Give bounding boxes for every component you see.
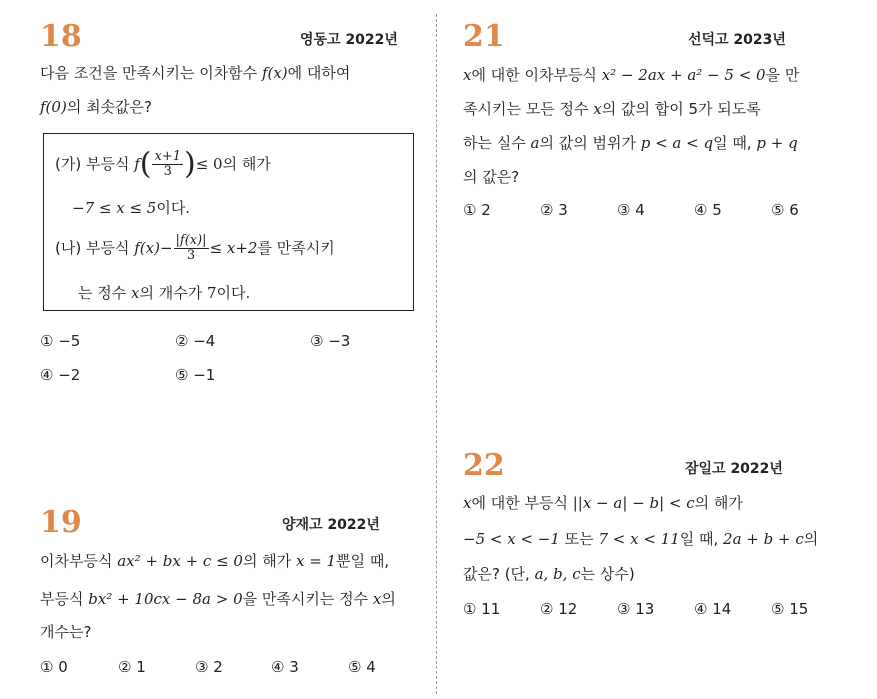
question-22-choice-3[interactable]: ③ 13 [617,600,655,618]
question-19-choice-4[interactable]: ④ 3 [271,658,299,676]
question-22-choice-2[interactable]: ② 12 [540,600,578,618]
column-divider [436,14,437,694]
condition-na-fraction: $\frac{|f(x)|}{3}$ [175,232,207,263]
question-22-number: 22 [463,448,505,483]
question-19-stem-line3: 개수는? [40,623,92,641]
question-18-number: 18 [40,19,82,54]
question-18-choice-5[interactable]: ⑤ −1 [175,366,216,384]
question-19-choice-2[interactable]: ② 1 [118,658,146,676]
condition-na-line1: (나) 부등식 f(x)− $\frac{|f(x)|}{3}$ ≤ x+2를 만족시키 [55,232,335,263]
condition-na-line2: 는 정수 x의 개수가 7이다. [78,284,251,302]
question-22-stem-line3: 값은? (단, a, b, c는 상수) [463,565,635,583]
question-22-stem-line1: x에 대한 부등식 ||x − a| − b| < c의 해가 [463,494,743,512]
question-22-choice-1[interactable]: ① 11 [463,600,501,618]
question-18-choice-3[interactable]: ③ −3 [310,332,351,350]
question-22-choice-4[interactable]: ④ 14 [694,600,732,618]
question-19-number: 19 [40,505,82,540]
question-18-stem-line1: 다음 조건을 만족시키는 이차함수 f(x)에 대하여 [40,64,351,82]
question-18-choice-2[interactable]: ② −4 [175,332,216,350]
question-19-choice-3[interactable]: ③ 2 [195,658,223,676]
question-19-school: 양재고 2022년 [282,517,380,533]
question-21-choice-4[interactable]: ④ 5 [694,201,722,219]
question-21-choice-1[interactable]: ① 2 [463,201,491,219]
question-21-stem-line2: 족시키는 모든 정수 x의 값의 합이 5가 되도록 [463,100,761,118]
question-19-choice-1[interactable]: ① 0 [40,658,68,676]
question-22-school: 잠일고 2022년 [685,461,783,477]
question-21-stem-line4: 의 값은? [463,168,520,186]
question-21-choice-2[interactable]: ② 3 [540,201,568,219]
question-21-choice-5[interactable]: ⑤ 6 [771,201,799,219]
question-21-school: 선덕고 2023년 [688,32,786,48]
question-21-stem-line1: x에 대한 이차부등식 x² − 2ax + a² − 5 < 0을 만 [463,66,800,84]
question-18-choice-4[interactable]: ④ −2 [40,366,81,384]
question-18-stem-line2: f(0)의 최솟값은? [40,98,152,116]
condition-ga-line2: −7 ≤ x ≤ 5이다. [72,199,191,217]
question-21-number: 21 [463,19,505,54]
question-21-choice-3[interactable]: ③ 4 [617,201,645,219]
question-18-school: 영동고 2022년 [300,32,398,48]
condition-ga-line1: (가) 부등식 f( $\frac{x+1}{3}$ )≤ 0의 해가 [55,146,271,182]
question-18-choice-1[interactable]: ① −5 [40,332,81,350]
question-22-stem-line2: −5 < x < −1 또는 7 < x < 11일 때, 2a + b + c의 [463,530,819,548]
question-19-stem-line2: 부등식 bx² + 10cx − 8a > 0을 만족시키는 정수 x의 [40,590,396,608]
question-22-choice-5[interactable]: ⑤ 15 [771,600,809,618]
question-19-choice-5[interactable]: ⑤ 4 [348,658,376,676]
question-19-stem-line1: 이차부등식 ax² + bx + c ≤ 0의 해가 x = 1뿐일 때, [40,552,390,570]
condition-ga-fraction: $\frac{x+1}{3}$ [154,148,181,179]
question-21-stem-line3: 하는 실수 a의 값의 범위가 p < a < q일 때, p + q [463,134,798,152]
